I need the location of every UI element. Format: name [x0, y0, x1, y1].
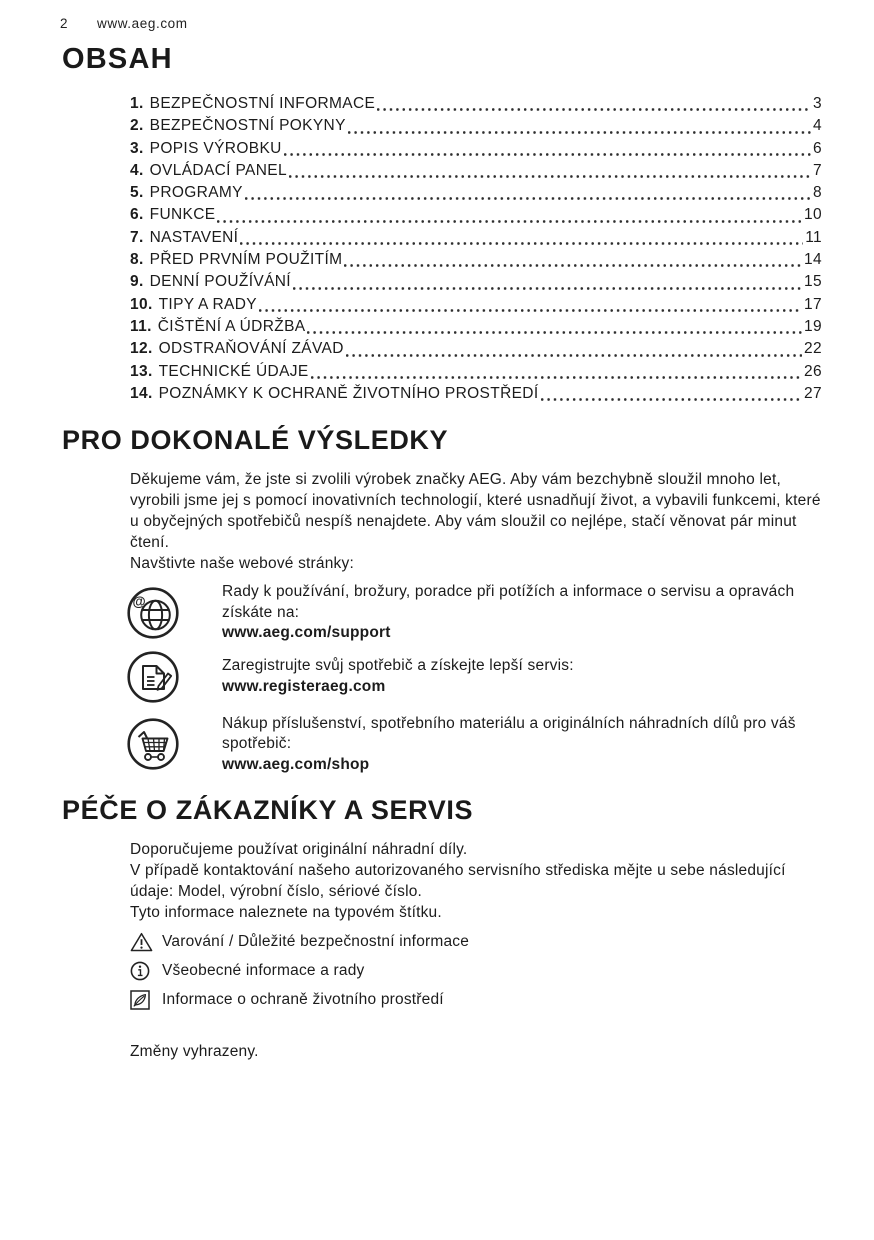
toc-entry-label: ODSTRAŇOVÁNÍ ZÁVAD	[158, 340, 344, 358]
toc-entry-label: NASTAVENÍ	[149, 228, 239, 246]
toc-dot-leader	[217, 210, 802, 224]
toc-entry-page: 22	[804, 340, 822, 358]
toc-entry	[130, 93, 822, 115]
eco-leaf-icon	[130, 989, 154, 1011]
toc-entry-label: BEZPEČNOSTNÍ POKYNY	[149, 117, 346, 135]
service-line: Tyto informace naleznete na typovém štítku.	[130, 904, 442, 922]
results-intro-paragraph: Děkujeme vám, že jste si zvolili výrobek značky AEG. Aby vám bezchybně sloužil mnoho let, vyrobili jsme jej s pomocí inovativních technologií, které usnadňují život, a vybavili funkcemi, které u obyčejných spotřebičů nespíš nenajdete. Aby vám sloužil co nejlépe, stačí věnovat pár minut čtení.	[130, 471, 821, 552]
resource-url: www.aeg.com/shop	[222, 755, 370, 773]
symbol-legend	[130, 931, 822, 1011]
toc-entry-number: 11.	[130, 317, 152, 335]
toc-entry	[130, 383, 822, 405]
globe-at-icon	[126, 586, 180, 640]
resource-text-block	[222, 714, 818, 776]
toc-entry-page: 26	[804, 362, 822, 380]
toc-entry-page: 8	[813, 184, 822, 202]
toc-dot-leader	[541, 388, 803, 402]
toc-title: OBSAH	[62, 43, 173, 75]
toc-entry-page: 7	[813, 161, 822, 179]
toc-dot-leader	[307, 321, 802, 335]
legend-text: Informace o ochraně životního prostředí	[162, 991, 444, 1009]
toc-entry	[130, 160, 822, 182]
toc-entry-number: 12.	[130, 340, 153, 358]
toc-entry-number: 1.	[130, 95, 144, 112]
toc-entry-page: 15	[804, 273, 822, 291]
resource-text: Zaregistrujte svůj spotřebič a získejte lepší servis:	[222, 657, 574, 675]
toc-entry-label: FUNKCE	[149, 206, 216, 224]
resource-text-block	[222, 656, 818, 697]
toc-dot-leader	[344, 254, 802, 268]
changes-reserved-note: Změny vyhrazeny.	[130, 1043, 259, 1061]
resource-item-register	[126, 650, 822, 704]
resource-text-block	[222, 582, 818, 644]
toc-entry	[130, 361, 822, 383]
legend-text: Varování / Důležité bezpečnostní informace	[162, 933, 470, 951]
toc-entry-number: 8.	[130, 251, 144, 269]
toc-entry-label: POZNÁMKY K OCHRANĚ ŽIVOTNÍHO PROSTŘEDÍ	[158, 384, 539, 402]
toc-entry-label: TIPY A RADY	[158, 295, 257, 313]
toc-entry-page: 27	[804, 384, 822, 402]
toc-dot-leader	[245, 187, 811, 201]
toc-entry-page: 6	[813, 139, 822, 157]
toc-dot-leader	[377, 98, 811, 112]
resource-url: www.registeraeg.com	[222, 677, 386, 695]
table-of-contents	[130, 93, 822, 405]
resource-list	[126, 582, 822, 775]
results-intro	[130, 469, 822, 574]
toc-entry-label: BEZPEČNOSTNÍ INFORMACE	[149, 95, 376, 112]
site-url: www.aeg.com	[97, 16, 188, 31]
toc-entry-number: 7.	[130, 228, 144, 246]
resource-text: Rady k používání, brožury, poradce při potížích a informace o servisu a opravách získáte na:	[222, 583, 795, 621]
toc-entry-page: 17	[804, 295, 822, 313]
toc-entry-number: 14.	[130, 384, 153, 402]
toc-entry	[130, 271, 822, 293]
legend-item-info	[130, 960, 822, 982]
shopping-cart-icon	[126, 717, 180, 771]
toc-entry-label: POPIS VÝROBKU	[149, 139, 282, 157]
toc-entry-page: 14	[804, 251, 822, 269]
toc-entry	[130, 227, 822, 249]
toc-entry-number: 2.	[130, 117, 144, 135]
toc-dot-leader	[348, 121, 811, 135]
toc-dot-leader	[284, 143, 811, 157]
toc-entry-number: 13.	[130, 362, 153, 380]
toc-entry	[130, 316, 822, 338]
toc-entry-label: ČIŠTĚNÍ A ÚDRŽBA	[157, 317, 306, 335]
warning-triangle-icon	[130, 931, 154, 953]
toc-dot-leader	[293, 277, 802, 291]
toc-dot-leader	[311, 366, 803, 380]
service-line: Doporučujeme používat originální náhradní díly.	[130, 841, 468, 859]
toc-entry	[130, 338, 822, 360]
resource-item-support	[126, 582, 822, 644]
toc-dot-leader	[259, 299, 802, 313]
legend-item-eco	[130, 989, 822, 1011]
toc-entry-number: 6.	[130, 206, 144, 224]
toc-entry	[130, 182, 822, 204]
toc-entry-number: 3.	[130, 139, 144, 157]
legend-text: Všeobecné informace a rady	[162, 962, 365, 980]
toc-entry	[130, 115, 822, 137]
toc-entry	[130, 138, 822, 160]
toc-entry-number: 9.	[130, 273, 144, 291]
toc-dot-leader	[240, 232, 803, 246]
resource-url: www.aeg.com/support	[222, 624, 391, 642]
resource-text: Nákup příslušenství, spotřebního materiálu a originálních náhradních dílů pro váš spotřebič:	[222, 714, 796, 753]
toc-dot-leader	[289, 165, 811, 179]
toc-entry-number: 4.	[130, 161, 144, 179]
service-paragraph	[130, 839, 822, 923]
info-circle-icon	[130, 960, 154, 982]
resource-item-shop	[126, 714, 822, 776]
toc-entry-number: 10.	[130, 295, 153, 313]
register-document-icon	[126, 650, 180, 704]
page-number: 2	[60, 16, 69, 31]
toc-entry-label: PROGRAMY	[149, 184, 243, 202]
visit-websites-line: Navštivte naše webové stránky:	[130, 555, 354, 573]
toc-dot-leader	[346, 344, 802, 358]
toc-entry-label: PŘED PRVNÍM POUŽITÍM	[149, 251, 343, 269]
toc-entry-label: DENNÍ POUŽÍVÁNÍ	[149, 273, 291, 291]
results-section-title: PRO DOKONALÉ VÝSLEDKY	[62, 425, 449, 456]
toc-entry	[130, 249, 822, 271]
svg-text:@: @	[132, 593, 146, 609]
toc-entry-page: 4	[813, 117, 822, 135]
page-header	[60, 16, 822, 31]
toc-entry	[130, 204, 822, 226]
service-section-title: PÉČE O ZÁKAZNÍKY A SERVIS	[62, 795, 474, 826]
toc-entry-number: 5.	[130, 184, 144, 202]
toc-entry-page: 11	[805, 228, 822, 246]
toc-entry-label: TECHNICKÉ ÚDAJE	[158, 362, 309, 380]
toc-entry-page: 3	[813, 95, 822, 112]
toc-entry-page: 19	[804, 317, 822, 335]
legend-item-warning	[130, 931, 822, 953]
toc-entry-page: 10	[804, 206, 822, 224]
toc-entry	[130, 294, 822, 316]
service-line: V případě kontaktování našeho autorizovaného servisního střediska mějte u sebe následující údaje: Model, výrobní číslo, sériové číslo.	[130, 862, 786, 901]
toc-entry-label: OVLÁDACÍ PANEL	[149, 161, 287, 179]
